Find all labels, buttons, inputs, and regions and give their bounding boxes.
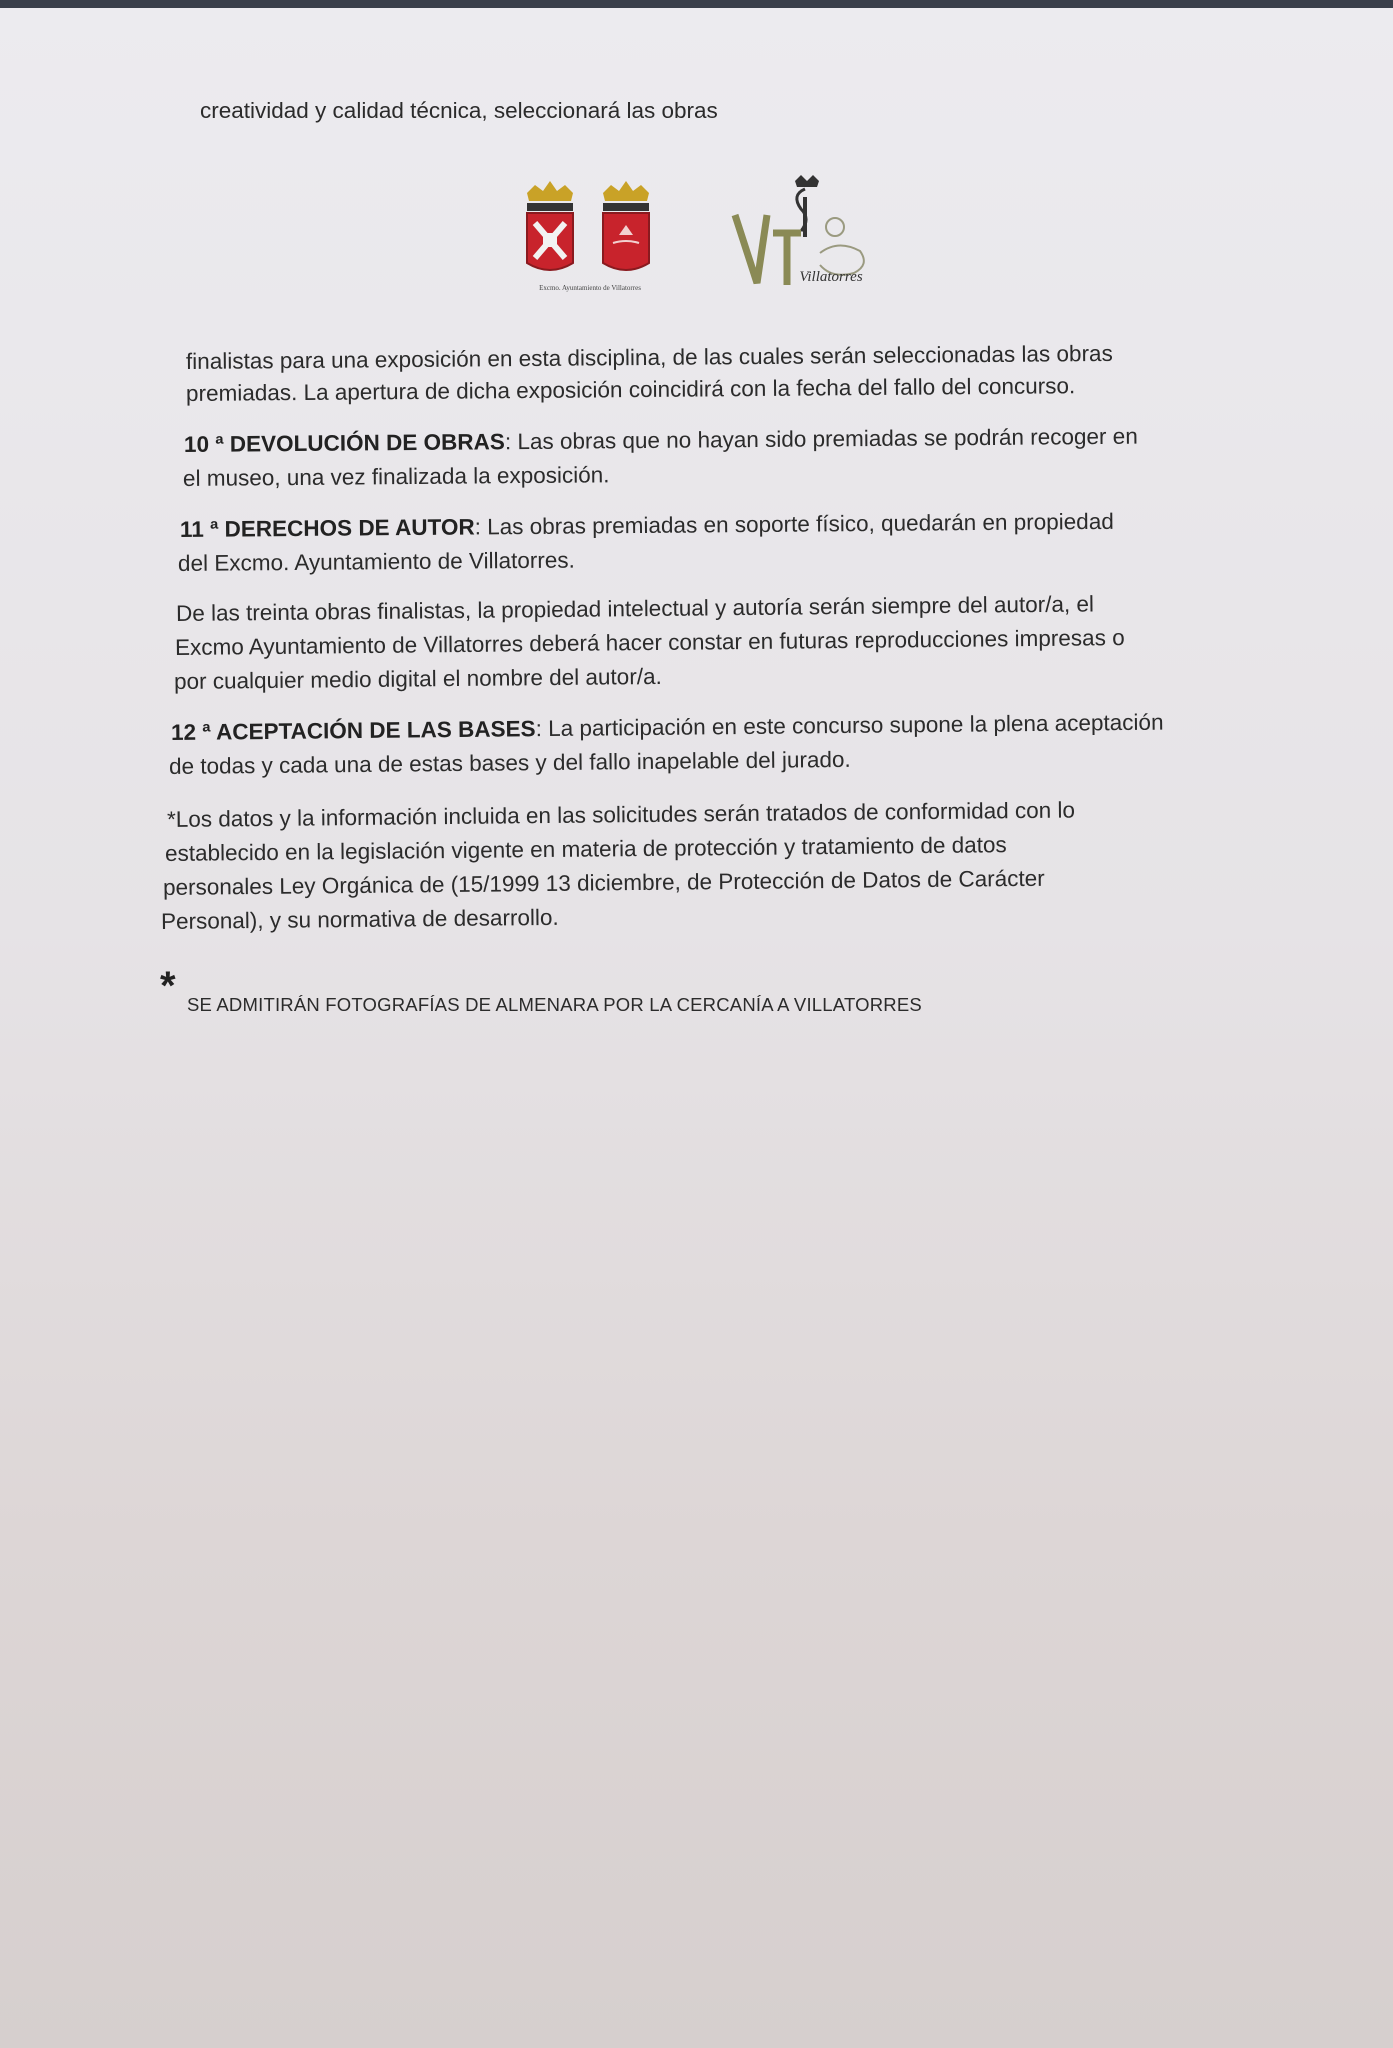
section-10-line: 10 ª DEVOLUCIÓN DE OBRAS: Las obras que no hayan sido premiadas se podrán recoger en [183,423,1138,457]
section-10-heading: 10 ª DEVOLUCIÓN DE OBRAS [183,429,505,457]
coat-of-arms-icon [603,181,649,270]
paragraph-line: finalistas para una exposición en esta disciplina, de las cuales serán seleccionadas las obras [185,340,1113,374]
paragraph-line: del Excmo. Ayuntamiento de Villatorres. [177,547,575,576]
municipal-logos [505,173,885,308]
villatorres-emblem-icon [735,175,864,285]
paragraph-line: Excmo Ayuntamiento de Villatorres deberá hacer constar en futuras reproducciones impresas o [174,625,1125,660]
section-11-heading: 11 ª DERECHOS DE AUTOR [179,514,475,542]
paragraph-line: de todas y cada una de estas bases y del fallo inapelable del jurado. [168,746,851,779]
coat-of-arms-icon [527,181,573,270]
document-page [0,8,1393,2048]
paragraph-line: *Los datos y la información incluida en las solicitudes serán tratados de conformidad con lo [166,797,1076,832]
paragraph-line: por cualquier medio digital el nombre del autor/a. [173,663,662,694]
paragraph-line: De las treinta obras finalistas, la propiedad intelectual y autoría serán siempre del autor/a, el [175,591,1095,626]
section-11-line: 11 ª DERECHOS DE AUTOR: Las obras premiadas en soporte físico, quedarán en propiedad [179,508,1114,542]
section-12-line: 12 ª ACEPTACIÓN DE LAS BASES: La participación en este concurso supone la plena aceptación [170,709,1164,745]
logo-caption: Excmo. Ayuntamiento de Villatorres [539,284,641,292]
asterisk-marker: * [160,964,176,1008]
section-12-heading: 12 ª ACEPTACIÓN DE LAS BASES [170,716,536,745]
paragraph-line: el museo, una vez finalizada la exposición. [182,462,610,491]
paragraph-line: Personal), y su normativa de desarrollo. [160,904,559,934]
emblem-text: Villatorres [799,269,863,285]
text-line: creatividad y calidad técnica, seleccionará las obras [200,98,718,123]
paragraph-line: personales Ley Orgánica de (15/1999 13 diciembre, de Protección de Datos de Carácter [162,865,1045,900]
notice-text: SE ADMITIRÁN FOTOGRAFÍAS DE ALMENARA POR LA CERCANÍA A VILLATORRES [187,994,922,1015]
paragraph-line: establecido en la legislación vigente en materia de protección y tratamiento de datos [164,832,1007,866]
paragraph-line: premiadas. La apertura de dicha exposición coincidirá con la fecha del fallo del concurso. [185,373,1076,406]
